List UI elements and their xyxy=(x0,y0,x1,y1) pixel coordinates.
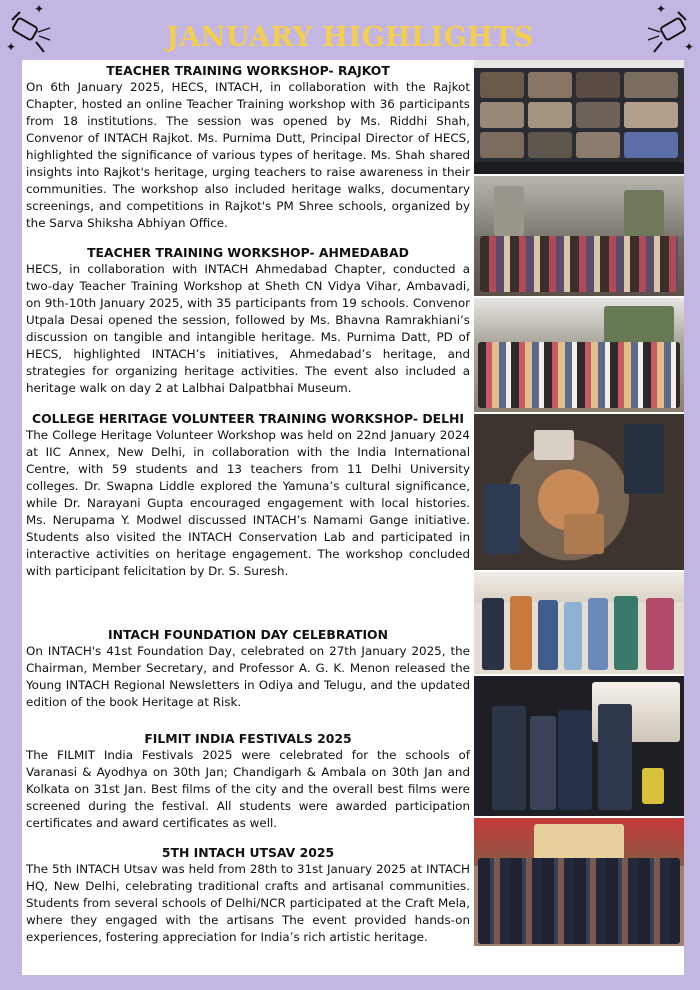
section-body: The College Heritage Volunteer Workshop was held on 22nd January 2024 at IIC Annex, New Delhi, in collaboration with the India International Centre, with 59 students and 13 teachers from 11 Delhi University colleges. Dr. Swapna Liddle explored the Yamuna’s cultural significance, while Dr. Narayani Gupta encouraged engagement with local histories. Ms. Nerupama Y. Modwel discussed INTACH’s Namami Gange initiative. Students also visited the INTACH Conservation Lab and participated in interactive activities on heritage engagement. The workshop concluded with participant felicitation by Dr. S. Suresh. xyxy=(26,428,470,578)
page-title: JANUARY HIGHLIGHTS xyxy=(166,22,534,53)
article-column xyxy=(26,62,470,946)
photo-utsav-group xyxy=(474,818,684,946)
section-body: On INTACH's 41st Foundation Day, celebrated on 27th January 2025, the Chairman, Member Secretary, and Professor A. G. K. Menon released the Young INTACH Regional Newsletters in Odiya and Telugu, and the updated edition of the book Heritage at Risk. xyxy=(26,644,470,709)
photo-ahmedabad-group xyxy=(474,298,684,412)
section-body: On 6th January 2025, HECS, INTACH, in collaboration with the Rajkot Chapter, hosted an online Teacher Training workshop with 36 participants from 18 institutions. The session was opened by Ms. Riddhi Shah, Convenor of INTACH Rajkot. Ms. Purnima Dutt, Principal Director of HECS, highlighted the significance of various types of heritage. Ms. Shah shared insights into Rajkot's heritage, urging teachers to raise awareness in their communities. The workshop also included heritage walks, documentary screenings, and competitions in Rajkot's PM Shree schools, organized by the Sarva Shiksha Abhiyan Office. xyxy=(26,80,470,230)
photo-foundation-day xyxy=(474,572,684,674)
photo-volunteer-activity xyxy=(474,414,684,570)
sparkle-icon: ✦ xyxy=(6,40,17,54)
section-body: The 5th INTACH Utsav was held from 28th to 31st January 2025 at INTACH HQ, New Delhi, celebrating traditional crafts and artisanal communities. Students from several schools of Delhi/NCR participated at the Craft Mela, where they engaged with the artisans The event provided hands-on experiences, fostering appreciation for India’s rich artistic heritage. xyxy=(26,862,470,944)
section-delhi-volunteer xyxy=(26,410,470,626)
section-utsav xyxy=(26,844,470,946)
section-ahmedabad xyxy=(26,244,470,410)
section-body: The FILMIT India Festivals 2025 were celebrated for the schools of Varanasi & Ayodhya on 30th Jan; Chandigarh & Ambala on 30th Jan and Kolkata on 31st Jan. Best films of the city and the overall best films were screened during the festival. All students were awarded participation certificates and award certificates as well. xyxy=(26,748,470,830)
section-heading: COLLEGE HERITAGE VOLUNTEER TRAINING WORKSHOP- DELHI xyxy=(31,411,464,426)
photo-rajkot-group xyxy=(474,176,684,296)
photo-column xyxy=(474,60,684,948)
section-heading: FILMIT INDIA FESTIVALS 2025 xyxy=(144,731,352,746)
section-heading: TEACHER TRAINING WORKSHOP- RAJKOT xyxy=(106,63,390,78)
section-rajkot xyxy=(26,62,470,244)
sparkle-icon: ✦ xyxy=(656,2,667,16)
section-heading: TEACHER TRAINING WORKSHOP- AHMEDABAD xyxy=(87,245,409,260)
section-heading: INTACH FOUNDATION DAY CELEBRATION xyxy=(108,627,388,642)
section-heading: 5TH INTACH UTSAV 2025 xyxy=(161,845,335,860)
section-body: HECS, in collaboration with INTACH Ahmedabad Chapter, conducted a two-day Teacher Training Workshop at Sheth CN Vidya Vihar, Ambavadi, on 9th-10th January 2025, with 35 participants from 19 schools. Convenor Utpala Desai opened the session, followed by Ms. Bhavna Ramrakhiani’s discussion on tangible and intangible heritage. Ms. Purnima Datt, PD of HECS, highlighted INTACH’s initiatives, Ahmedabad’s heritage, and strategies for organizing heritage activities. The event also included a heritage walk on day 2 at Lalbhai Dalpatbhai Museum. xyxy=(26,262,470,395)
photo-online-meeting xyxy=(474,60,684,174)
section-filmit xyxy=(26,730,470,844)
sparkle-icon: ✦ xyxy=(684,40,695,54)
section-foundation-day xyxy=(26,626,470,730)
sparkle-icon: ✦ xyxy=(34,2,45,16)
photo-filmit-students xyxy=(474,676,684,816)
